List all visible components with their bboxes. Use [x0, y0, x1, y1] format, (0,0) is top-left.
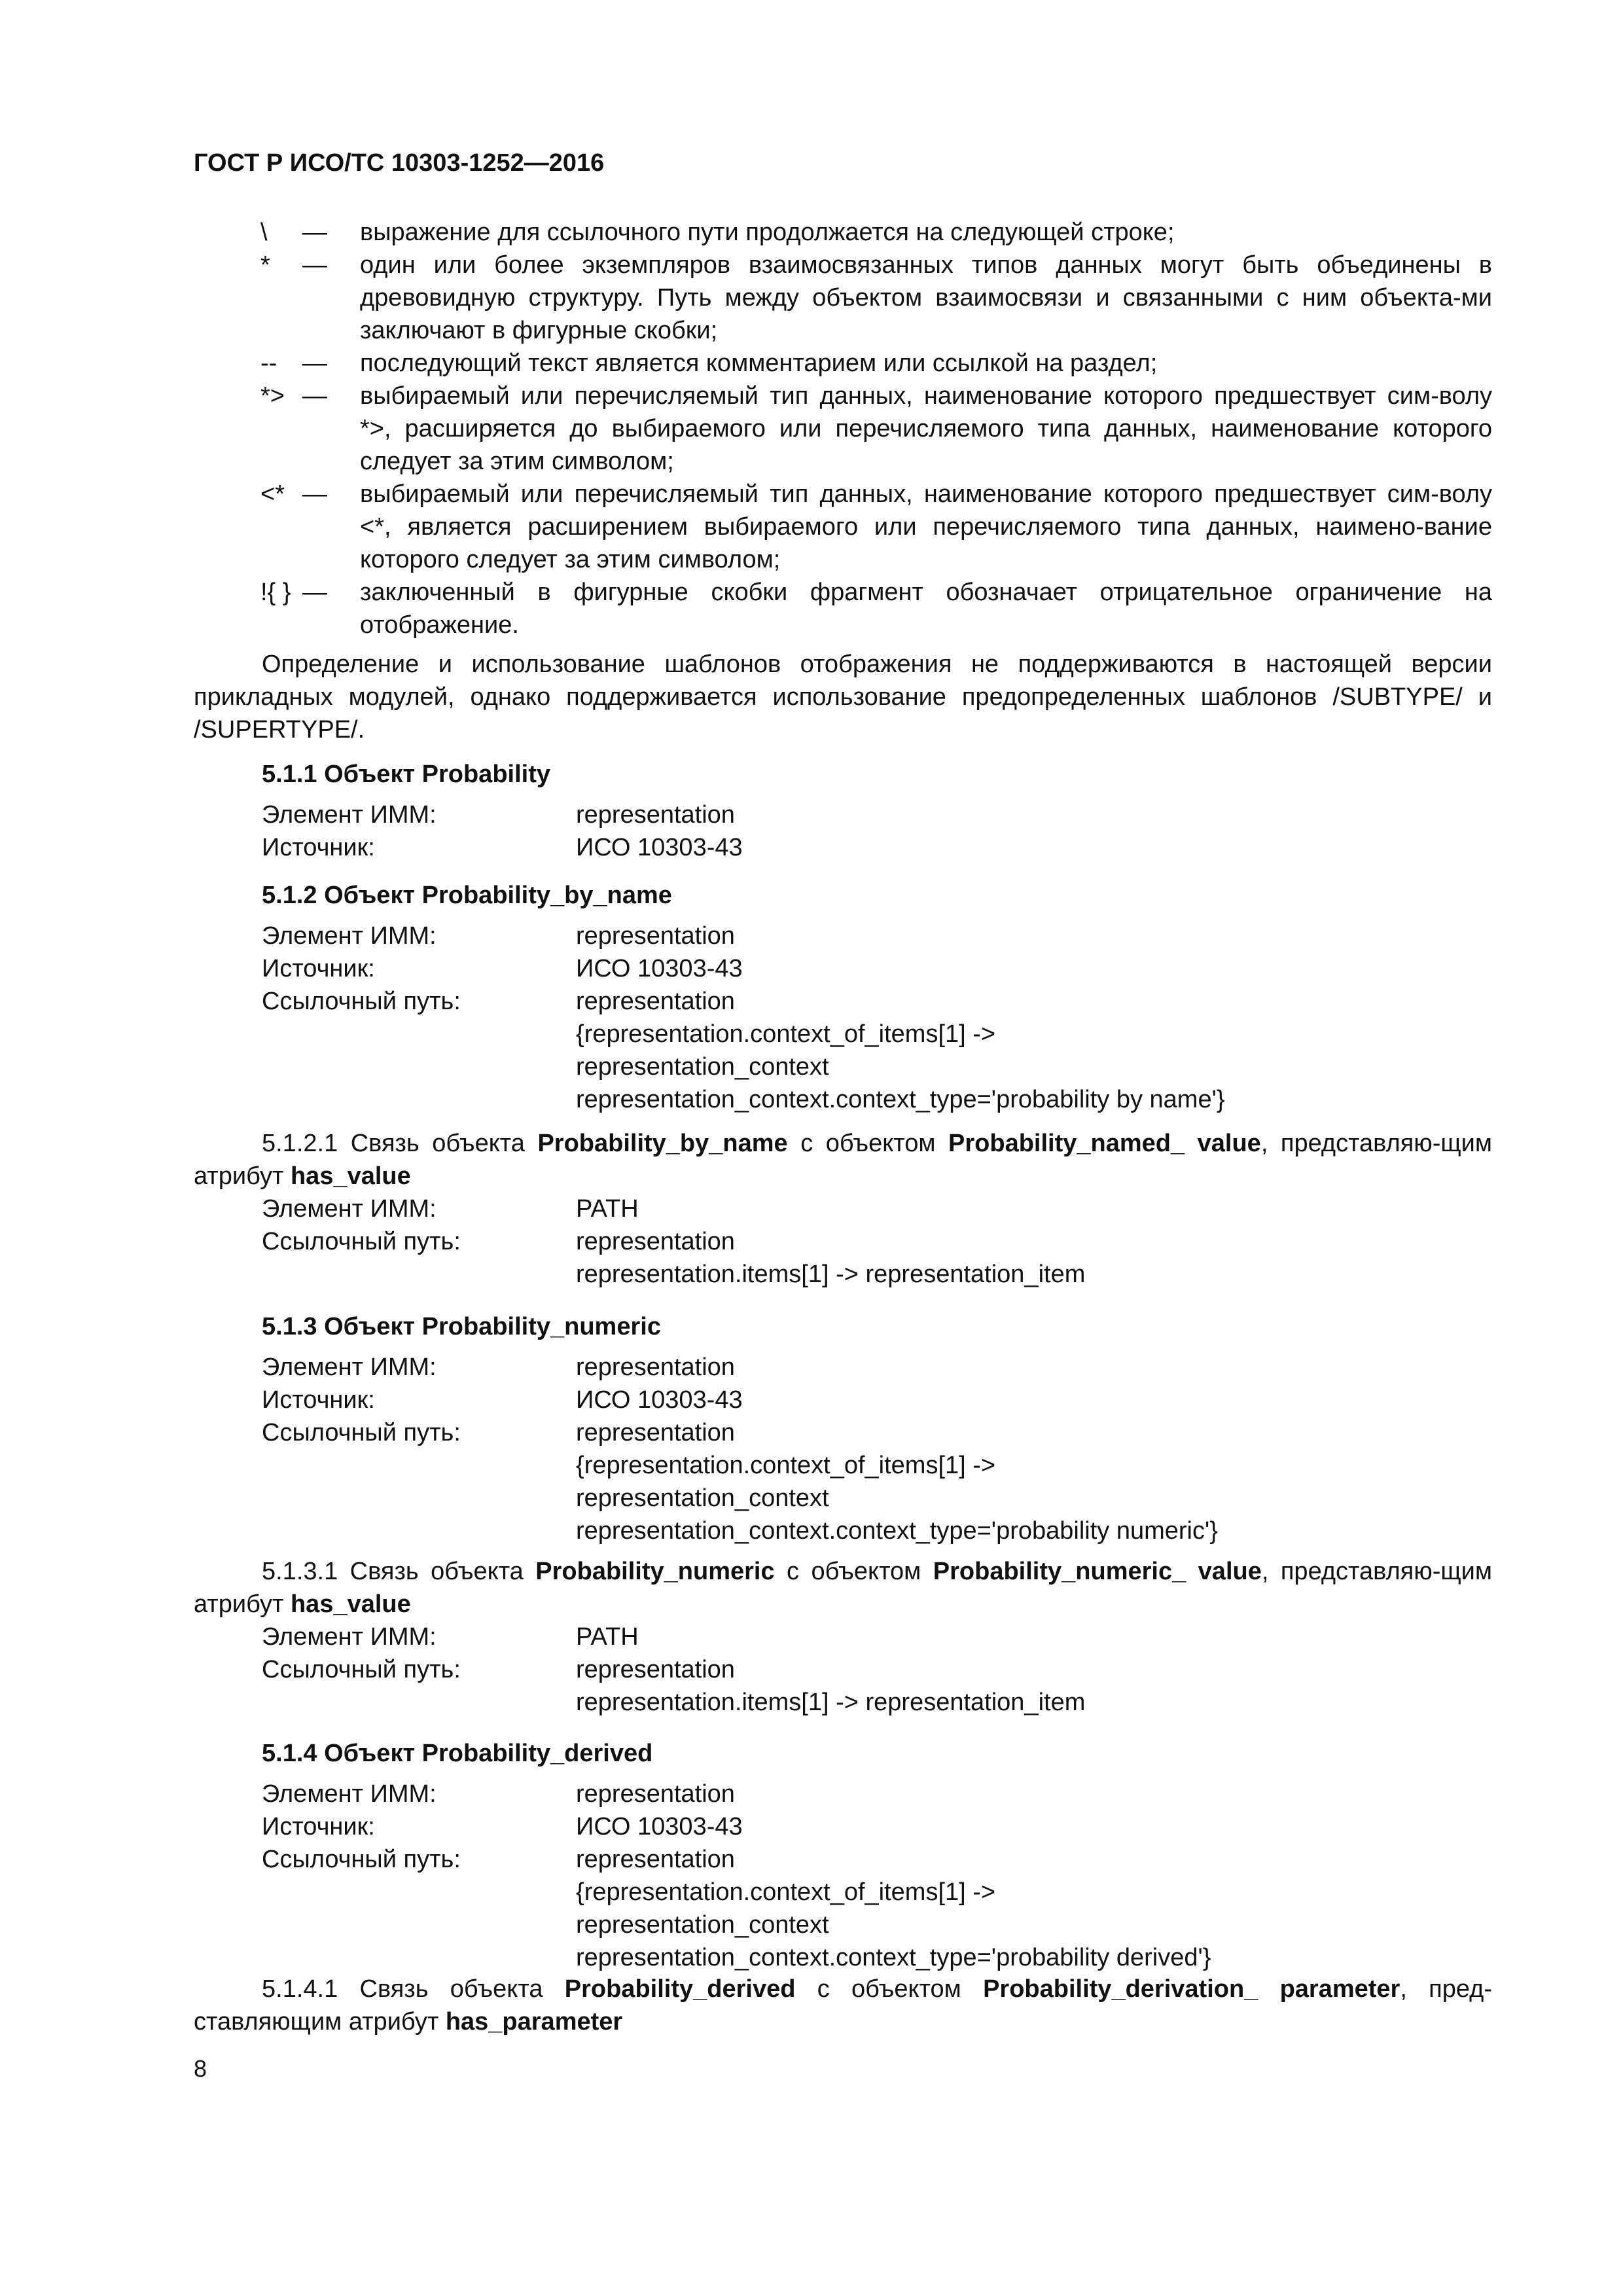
- element-label: Элемент ИММ:: [262, 1623, 437, 1651]
- legend-text: один или более экземпляров взаимосвязанных типов данных могут быть объединены в древовидную структуру. Путь между объектом взаимосвязи и связанными с ним объекта-ми заключают в фигурные скобки;: [360, 251, 1492, 344]
- source-label: Источник:: [262, 955, 375, 982]
- element-value: PATH: [576, 1195, 639, 1223]
- reference-path: [576, 985, 1225, 1116]
- section-title: 5.1.2 Объект Probability_by_name: [262, 882, 672, 909]
- legend-symbol: !{ }: [260, 579, 291, 606]
- path-line: representation: [576, 1656, 735, 1683]
- path-label: Ссылочный путь:: [262, 1419, 461, 1446]
- legend-item: [0, 216, 1623, 249]
- relation-number: 5.1.2.1: [262, 1130, 338, 1157]
- relation-text: Связь объекта: [350, 1130, 525, 1157]
- source-value: ИСО 10303-43: [576, 834, 743, 861]
- legend-dash: —: [302, 382, 327, 410]
- page-number: 8: [194, 2055, 207, 2082]
- path-line: representation_context: [576, 1053, 829, 1081]
- relation-entity: Probability_derived: [564, 1975, 796, 2003]
- relation-attribute: has_value: [290, 1162, 411, 1190]
- legend-item: [0, 380, 1623, 478]
- relation-entity: Probability_named_ value: [948, 1130, 1261, 1157]
- path-line: representation: [576, 1228, 735, 1255]
- source-label: Источник:: [262, 1813, 375, 1840]
- document-header: ГОСТ Р ИСО/ТС 10303-1252—2016: [194, 149, 605, 177]
- element-value: representation: [576, 1354, 735, 1381]
- element-label: Элемент ИММ:: [262, 1195, 437, 1223]
- source-value: ИСО 10303-43: [576, 1386, 743, 1414]
- relation-entity: Probability_numeric: [535, 1558, 775, 1585]
- relation-text: , представляю-щим атрибут: [194, 1130, 1493, 1190]
- reference-path: [576, 1416, 1218, 1547]
- legend-dash: —: [302, 219, 327, 246]
- element-value: representation: [576, 922, 735, 950]
- legend-symbol: *>: [260, 382, 285, 410]
- relation-text: с объектом: [817, 1975, 961, 2003]
- relation-paragraph: [194, 1973, 1492, 2038]
- legend-text: последующий текст является комментарием или ссылкой на раздел;: [360, 350, 1158, 377]
- relation-entity: Probability_by_name: [537, 1130, 788, 1157]
- legend-dash: —: [302, 480, 327, 508]
- element-value: PATH: [576, 1623, 639, 1651]
- legend-item: [0, 478, 1623, 576]
- relation-paragraph: [194, 1127, 1492, 1193]
- element-value: representation: [576, 801, 735, 829]
- relation-text: , пред-ставляющим атрибут: [194, 1975, 1493, 2036]
- element-label: Элемент ИММ:: [262, 801, 437, 829]
- legend-text: заключенный в фигурные скобки фрагмент обозначает отрицательное ограничение на отображение.: [360, 579, 1492, 639]
- legend-symbol: *: [260, 251, 270, 279]
- legend-item: [0, 576, 1623, 641]
- path-line: {representation.context_of_items[1] ->: [576, 1878, 996, 1906]
- path-line: representation_context: [576, 1484, 829, 1512]
- path-line: {representation.context_of_items[1] ->: [576, 1020, 996, 1048]
- relation-attribute: has_parameter: [445, 2008, 623, 2036]
- source-value: ИСО 10303-43: [576, 955, 743, 982]
- element-label: Элемент ИММ:: [262, 922, 437, 950]
- legend-text: выбираемый или перечисляемый тип данных, наименование которого предшествует сим-волу *>, расширяется до выбираемого или перечисляемого типа данных, наименование которого следует за этим символом;: [360, 382, 1492, 475]
- relation-text: с объектом: [787, 1558, 921, 1585]
- path-label: Ссылочный путь:: [262, 1228, 461, 1255]
- section-title: 5.1.3 Объект Probability_numeric: [262, 1313, 661, 1340]
- source-label: Источник:: [262, 1386, 375, 1414]
- section-title: 5.1.1 Объект Probability: [262, 761, 550, 788]
- mapping-block: [262, 798, 743, 864]
- legend-dash: —: [302, 579, 327, 606]
- path-line: representation_context: [576, 1911, 829, 1939]
- path-line: representation_context.context_type='probability derived'}: [576, 1944, 1211, 1971]
- relation-number: 5.1.4.1: [262, 1975, 338, 2003]
- path-label: Ссылочный путь:: [262, 1846, 461, 1873]
- path-line: representation: [576, 988, 735, 1015]
- path-line: representation.items[1] -> representation_item: [576, 1261, 1086, 1288]
- path-line: representation: [576, 1419, 735, 1446]
- section-title: 5.1.4 Объект Probability_derived: [262, 1740, 653, 1767]
- path-line: representation: [576, 1846, 735, 1873]
- relation-entity: Probability_derivation_ parameter: [983, 1975, 1400, 2003]
- path-line: representation_context.context_type='probability numeric'}: [576, 1517, 1218, 1545]
- path-label: Ссылочный путь:: [262, 1656, 461, 1683]
- legend-symbol: --: [260, 350, 277, 377]
- relation-text: Связь объекта: [349, 1558, 524, 1585]
- element-label: Элемент ИММ:: [262, 1780, 437, 1808]
- reference-path: [576, 1843, 1211, 1974]
- legend-item: [0, 249, 1623, 347]
- path-line: representation.items[1] -> representation_item: [576, 1689, 1086, 1716]
- path-label: Ссылочный путь:: [262, 988, 461, 1015]
- path-line: representation_context.context_type='probability by name'}: [576, 1086, 1225, 1113]
- legend-text: выражение для ссылочного пути продолжается на следующей строке;: [360, 219, 1175, 246]
- relation-text: , представляю-щим атрибут: [194, 1558, 1492, 1618]
- legend-symbol: <*: [260, 480, 285, 508]
- legend-item: [0, 347, 1623, 380]
- element-value: representation: [576, 1780, 735, 1808]
- path-line: {representation.context_of_items[1] ->: [576, 1452, 996, 1479]
- relation-text: с объектом: [800, 1130, 936, 1157]
- legend-symbol: \: [260, 219, 268, 246]
- mapping-block: [262, 1351, 1218, 1547]
- relation-text: Связь объекта: [359, 1975, 543, 2003]
- mapping-block: [262, 1621, 1085, 1719]
- source-label: Источник:: [262, 834, 375, 861]
- relation-attribute: has_value: [290, 1590, 411, 1618]
- reference-path: [576, 1653, 1085, 1719]
- reference-path: [576, 1225, 1085, 1291]
- mapping-block: [262, 920, 1225, 1116]
- relation-paragraph: [194, 1555, 1492, 1621]
- legend-dash: —: [302, 251, 327, 279]
- legend-dash: —: [302, 350, 327, 377]
- legend-text: выбираемый или перечисляемый тип данных, наименование которого предшествует сим-волу <*, является расширением выбираемого или перечисляемого типа данных, наимено-вание которого следует за этим символом;: [360, 480, 1492, 573]
- element-label: Элемент ИММ:: [262, 1354, 437, 1381]
- source-value: ИСО 10303-43: [576, 1813, 743, 1840]
- symbol-legend: [0, 216, 1623, 641]
- mapping-block: [262, 1778, 1211, 1974]
- relation-number: 5.1.3.1: [262, 1558, 338, 1585]
- intro-text: Определение и использование шаблонов отображения не поддерживаются в настоящей версии прикладных модулей, однако поддерживается использование предопределенных шаблонов /SUBTYPE/ и /SUPERTYPE/.: [194, 651, 1492, 744]
- intro-paragraph: [194, 648, 1492, 746]
- mapping-block: [262, 1193, 1085, 1291]
- relation-entity: Probability_numeric_ value: [933, 1558, 1262, 1585]
